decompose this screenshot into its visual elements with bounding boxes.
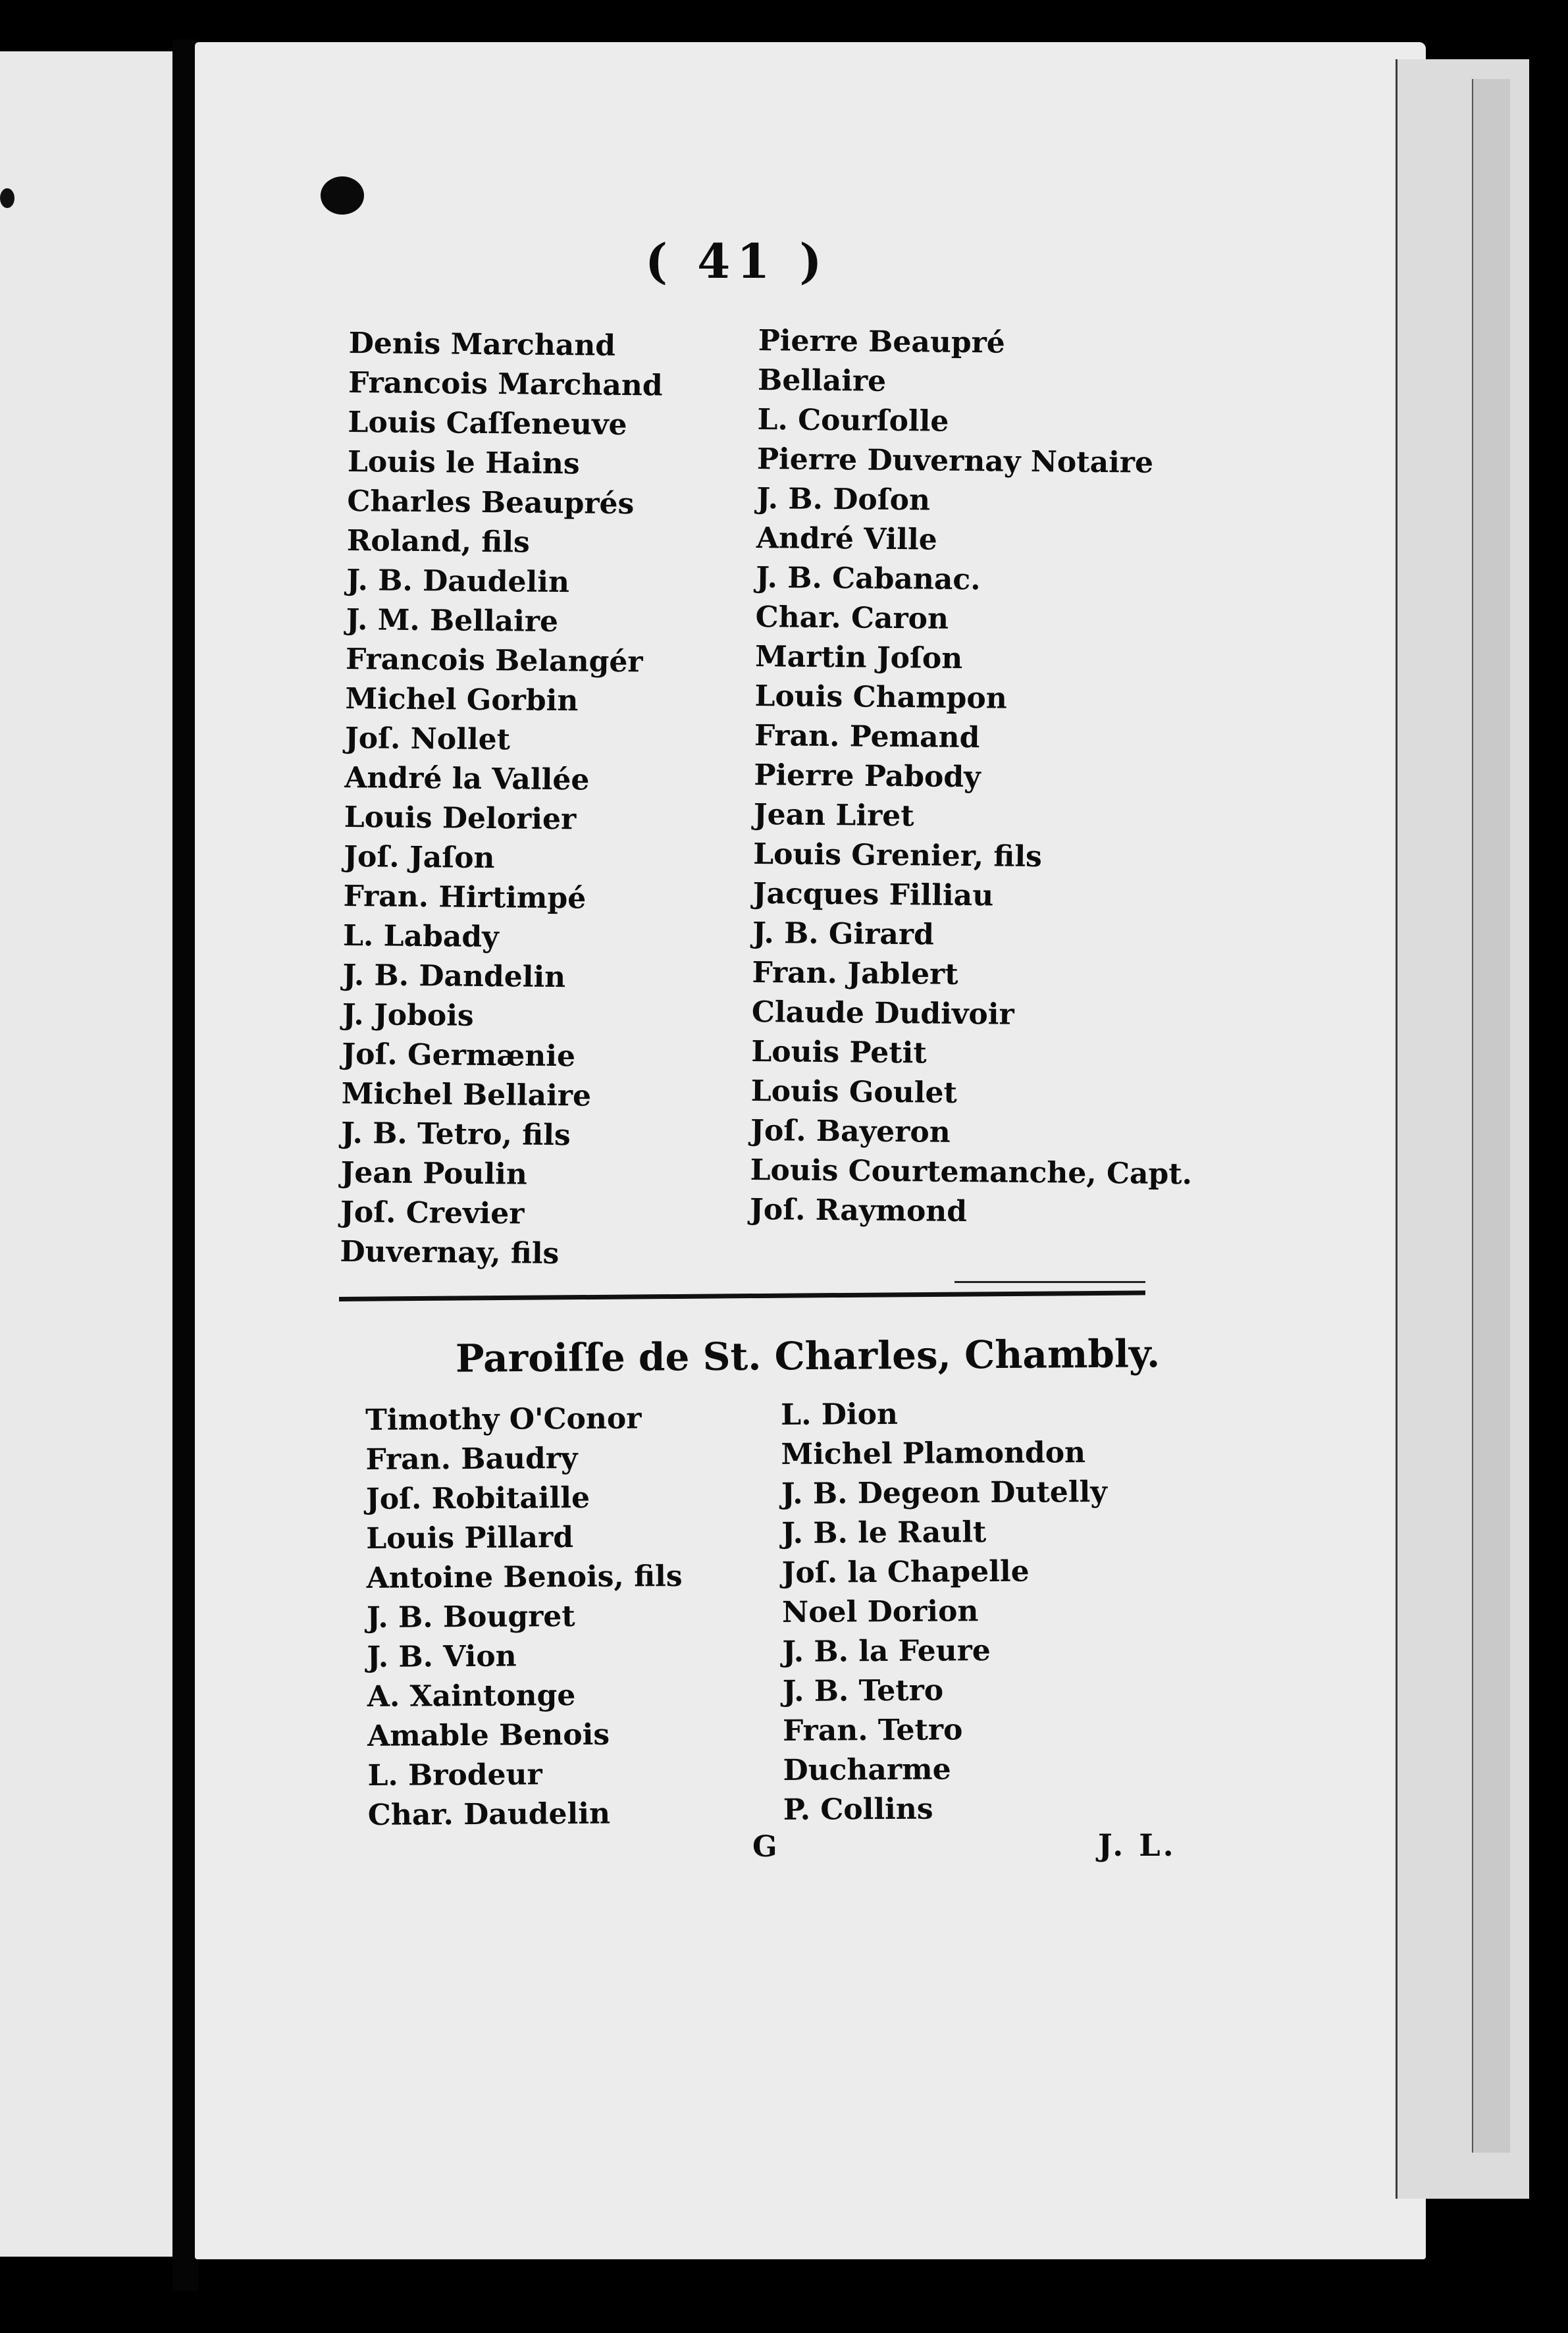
name-entry: Fran. Pemand	[754, 718, 980, 755]
name-entry: Michel Plamondon	[781, 1436, 1086, 1471]
name-entry: J. B. Vion	[367, 1639, 517, 1674]
name-entry: Joſ. la Chapelle	[781, 1554, 1030, 1590]
name-entry: J. B. Girard	[752, 916, 935, 952]
name-entry: Francois Marchand	[348, 365, 663, 403]
name-entry: Louis Pillard	[366, 1521, 574, 1556]
name-entry: Jacques Filliau	[752, 876, 994, 913]
name-entry: J. B. Cabanac.	[756, 560, 981, 597]
name-entry: Joſ. Bayeron	[750, 1113, 951, 1149]
name-entry: Pierre Pabody	[754, 758, 981, 795]
name-entry: Char. Caron	[755, 600, 949, 636]
name-entry: J. B. Daudelin	[346, 563, 570, 600]
name-entry: Fran. Hirtimpé	[343, 879, 587, 916]
name-entry: Roland, fils	[346, 523, 531, 560]
page-number: ( 41 )	[645, 233, 829, 289]
short-rule	[954, 1281, 1145, 1283]
name-entry: J. B. Dandelin	[342, 958, 566, 995]
name-entry: Duvernay, fils	[340, 1234, 560, 1271]
name-entry: Louis Courtemanche, Capt.	[750, 1153, 1193, 1192]
name-entry: Pierre Beaupré	[758, 323, 1006, 360]
name-entry: Timothy O'Conor	[365, 1402, 642, 1437]
name-entry: Denis Marchand	[348, 326, 616, 363]
name-entry: Antoine Benois, fils	[366, 1560, 683, 1595]
name-entry: Joſ. Germænie	[342, 1037, 576, 1074]
name-entry: J. B. Tetro, fils	[340, 1116, 571, 1153]
name-entry: Claude Dudivoir	[751, 995, 1014, 1032]
ink-blot	[321, 176, 364, 215]
name-entry: J. B. Doſon	[756, 481, 931, 517]
name-entry: P. Collins	[783, 1792, 933, 1827]
name-entry: Louis Grenier, fils	[752, 837, 1043, 874]
name-entry: André la Vallée	[344, 760, 590, 797]
name-entry: Bellaire	[757, 363, 887, 398]
name-entry: Charles Beauprés	[347, 484, 635, 521]
name-entry: J. B. la Feure	[782, 1634, 991, 1669]
name-entry: A. Xaintonge	[367, 1679, 576, 1714]
name-entry: Louis Champon	[754, 679, 1008, 716]
name-entry: Joſ. Jaſon	[343, 839, 495, 876]
name-entry: L. Dion	[781, 1397, 899, 1432]
name-entry: Joſ. Crevier	[340, 1195, 525, 1231]
name-entry: Joſ. Raymond	[749, 1192, 968, 1229]
name-entry: Francois Belangér	[345, 642, 643, 679]
name-entry: Jean Poulin	[340, 1155, 528, 1192]
name-entry: Louis Delorier	[344, 800, 577, 837]
name-entry: L. Labady	[342, 918, 499, 955]
name-entry: Pierre Duvernay Notaire	[756, 442, 1154, 480]
name-entry: André Ville	[756, 521, 937, 557]
name-entry: L. Courſolle	[757, 402, 949, 438]
section-heading: Paroiſſe de St. Charles, Chambly.	[455, 1331, 1161, 1381]
name-entry: Louis Caſſeneuve	[348, 405, 627, 442]
name-entry: J. B. le Rault	[781, 1515, 987, 1550]
name-column-lower-right	[781, 1394, 1109, 1830]
name-entry: Jean Liret	[753, 797, 914, 833]
name-entry: Joſ. Robitaille	[365, 1481, 590, 1516]
name-entry: Joſ. Nollet	[344, 721, 511, 757]
name-entry: Fran. Jablert	[752, 955, 958, 991]
ink-blot	[0, 188, 14, 208]
name-entry: J. B. Bougret	[366, 1600, 575, 1635]
name-entry: Martin Joſon	[754, 639, 963, 676]
catchword: J. L.	[1098, 1827, 1176, 1863]
name-entry: L. Brodeur	[367, 1758, 542, 1793]
name-entry: Amable Benois	[367, 1717, 610, 1753]
name-entry: Fran. Tetro	[782, 1713, 963, 1748]
previous-page-fragment	[0, 51, 176, 2257]
name-entry: Char. Daudelin	[367, 1796, 611, 1832]
name-entry: Michel Gorbin	[345, 681, 579, 718]
name-entry: J. Jobois	[342, 997, 474, 1033]
name-entry: Ducharme	[783, 1752, 951, 1787]
name-entry: J. M. Bellaire	[346, 602, 559, 639]
name-entry: J. B. Tetro	[782, 1673, 944, 1708]
page-edge-curl	[1472, 79, 1510, 2153]
name-column-upper-right	[750, 321, 1201, 1234]
name-entry: Louis Goulet	[750, 1074, 958, 1110]
name-entry: Noel Dorion	[781, 1594, 979, 1629]
name-entry: Michel Bellaire	[341, 1076, 592, 1113]
name-column-upper-left	[340, 324, 663, 1275]
signature-mark: G	[752, 1830, 777, 1864]
name-entry: J. B. Degeon Dutelly	[781, 1475, 1107, 1511]
name-column-lower-left	[365, 1399, 684, 1835]
name-entry: Fran. Baudry	[365, 1442, 578, 1477]
name-entry: Louis Petit	[751, 1034, 927, 1070]
name-entry: Louis le Hains	[347, 444, 580, 481]
